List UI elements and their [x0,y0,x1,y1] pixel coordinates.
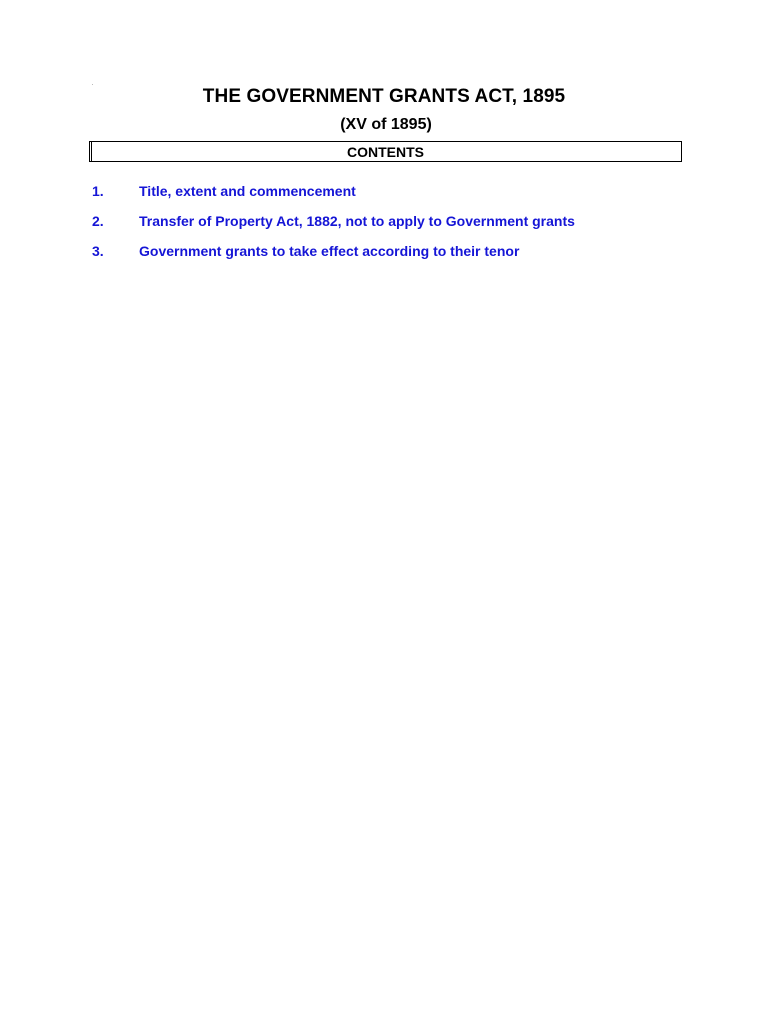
scan-mark [92,84,93,85]
toc-item-number: 3. [92,243,104,259]
toc-item-link[interactable]: Transfer of Property Act, 1882, not to apply to Government grants [139,213,575,229]
document-title: THE GOVERNMENT GRANTS ACT, 1895 [202,86,566,107]
toc-item-link[interactable]: Title, extent and commencement [139,183,356,199]
contents-heading: CONTENTS [347,144,424,160]
toc-item-number: 1. [92,183,104,199]
document-subtitle: (XV of 1895) [340,116,432,133]
toc-item-number: 2. [92,213,104,229]
toc-item-link[interactable]: Government grants to take effect according to their tenor [139,243,520,259]
contents-header-box [89,141,682,162]
